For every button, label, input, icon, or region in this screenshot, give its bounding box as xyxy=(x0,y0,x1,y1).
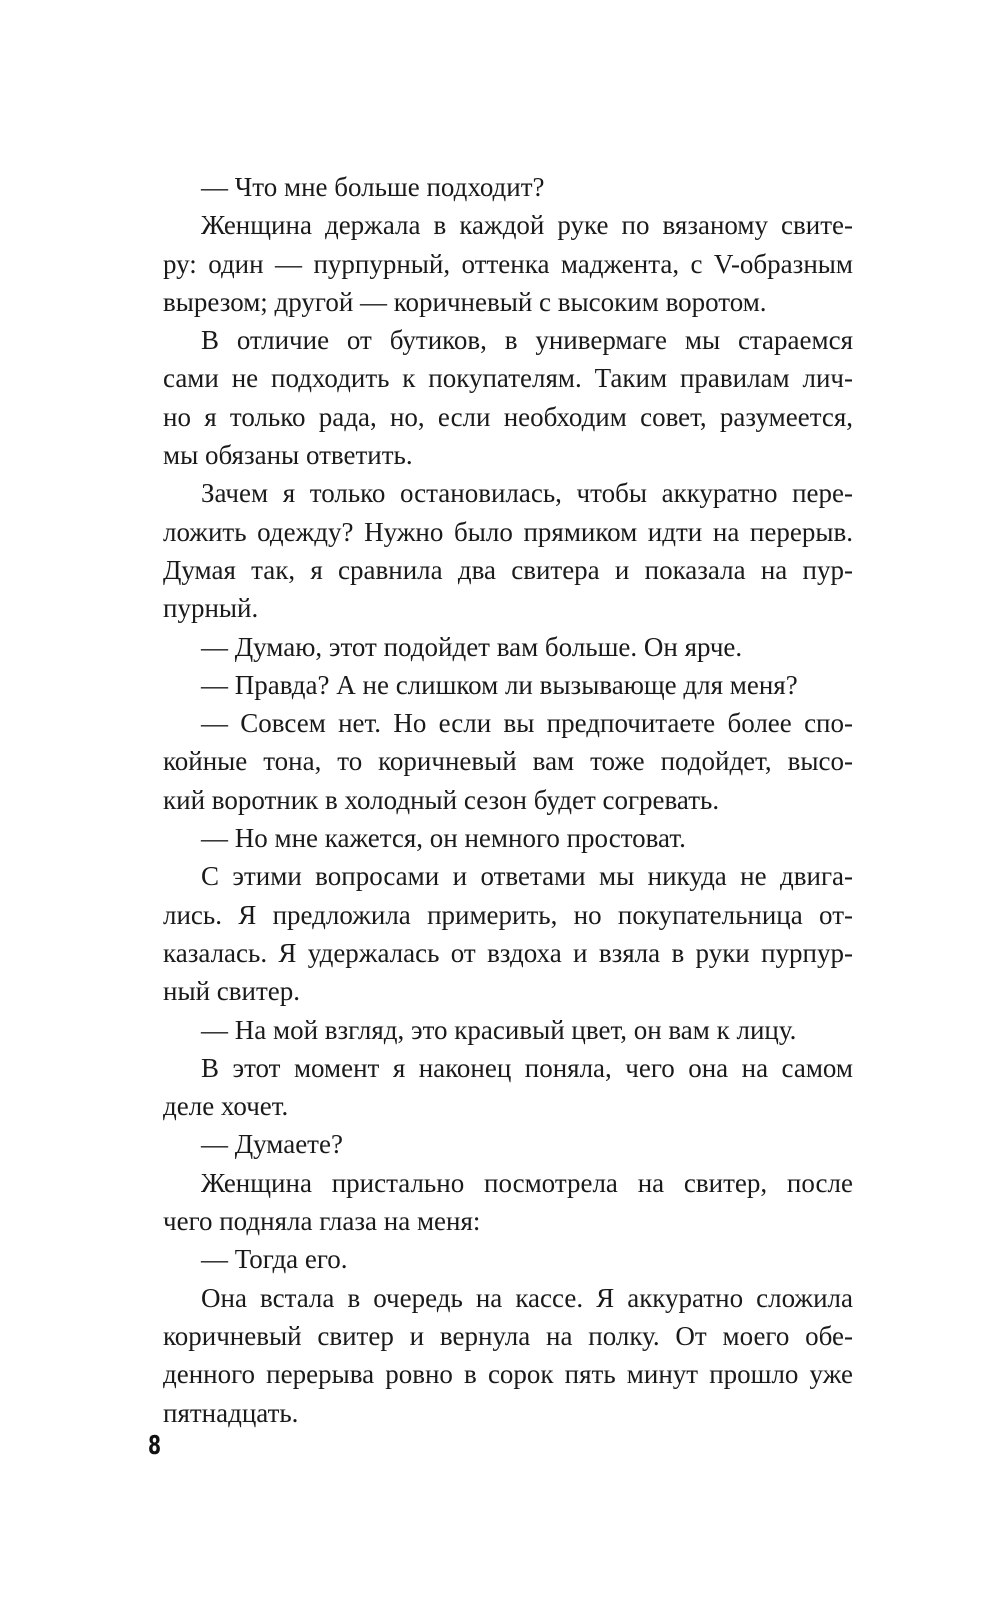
text-line: кий воротник в холодный сезон будет согревать. xyxy=(163,784,720,815)
text-line: вырезом; другой — коричневый с высоким воротом. xyxy=(163,286,767,317)
text-line: но я только рада, но, если необходим совет, разумеется, xyxy=(163,401,853,432)
text-line: деле хочет. xyxy=(163,1091,289,1122)
text-line: — Совсем нет. Но если вы предпочитаете более спо- xyxy=(201,708,853,739)
text-line: — На мой взгляд, это красивый цвет, он вам к лицу. xyxy=(201,1014,797,1045)
text-line: пятнадцать. xyxy=(163,1397,299,1428)
text-line: ру: один — пурпурный, оттенка маджента, с V-образным xyxy=(163,248,853,279)
text-line: лись. Я предложила примерить, но покупательница от- xyxy=(163,899,853,930)
text-line: ложить одежду? Нужно было прямиком идти на перерыв. xyxy=(163,516,853,547)
text-line: — Правда? А не слишком ли вызывающе для меня? xyxy=(201,669,798,700)
text-line: сами не подходить к покупателям. Таким правилам лич- xyxy=(163,363,853,394)
text-line: — Думаю, этот подойдет вам больше. Он ярче. xyxy=(201,631,743,662)
text-line: — Что мне больше подходит? xyxy=(201,172,545,202)
text-line: денного перерыва ровно в сорок пять минут прошло уже xyxy=(163,1359,853,1390)
text-line: Женщина пристально посмотрела на свитер, после xyxy=(201,1167,853,1198)
text-line: — Но мне кажется, он немного простоват. xyxy=(201,823,686,854)
text-line: мы обязаны ответить. xyxy=(163,440,413,471)
page-number: 8 xyxy=(148,1431,162,1461)
body-text xyxy=(163,168,853,1432)
text-line: Думая так, я сравнила два свитера и показала на пур- xyxy=(163,554,853,585)
text-line: чего подняла глаза на меня: xyxy=(163,1206,481,1237)
text-line: пурный. xyxy=(163,593,259,624)
text-line: В отличие от бутиков, в универмаге мы стараемся xyxy=(201,325,853,356)
text-line: коричневый свитер и вернула на полку. От моего обе- xyxy=(163,1320,853,1351)
text-line: — Думаете? xyxy=(201,1129,343,1160)
text-line: ный свитер. xyxy=(163,976,301,1007)
text-line: Она встала в очередь на кассе. Я аккуратно сложила xyxy=(201,1282,853,1313)
text-line: С этими вопросами и ответами мы никуда не двига- xyxy=(201,861,853,892)
text-line: — Тогда его. xyxy=(201,1244,348,1275)
text-line: Женщина держала в каждой руке по вязаному свите- xyxy=(201,210,853,241)
text-line: койные тона, то коричневый вам тоже подойдет, высо- xyxy=(163,746,853,777)
text-line: казалась. Я удержалась от вздоха и взяла в руки пурпур- xyxy=(163,937,853,968)
text-line: Зачем я только остановилась, чтобы аккуратно пере- xyxy=(201,478,853,509)
text-line: В этот момент я наконец поняла, чего она на самом xyxy=(201,1052,853,1083)
